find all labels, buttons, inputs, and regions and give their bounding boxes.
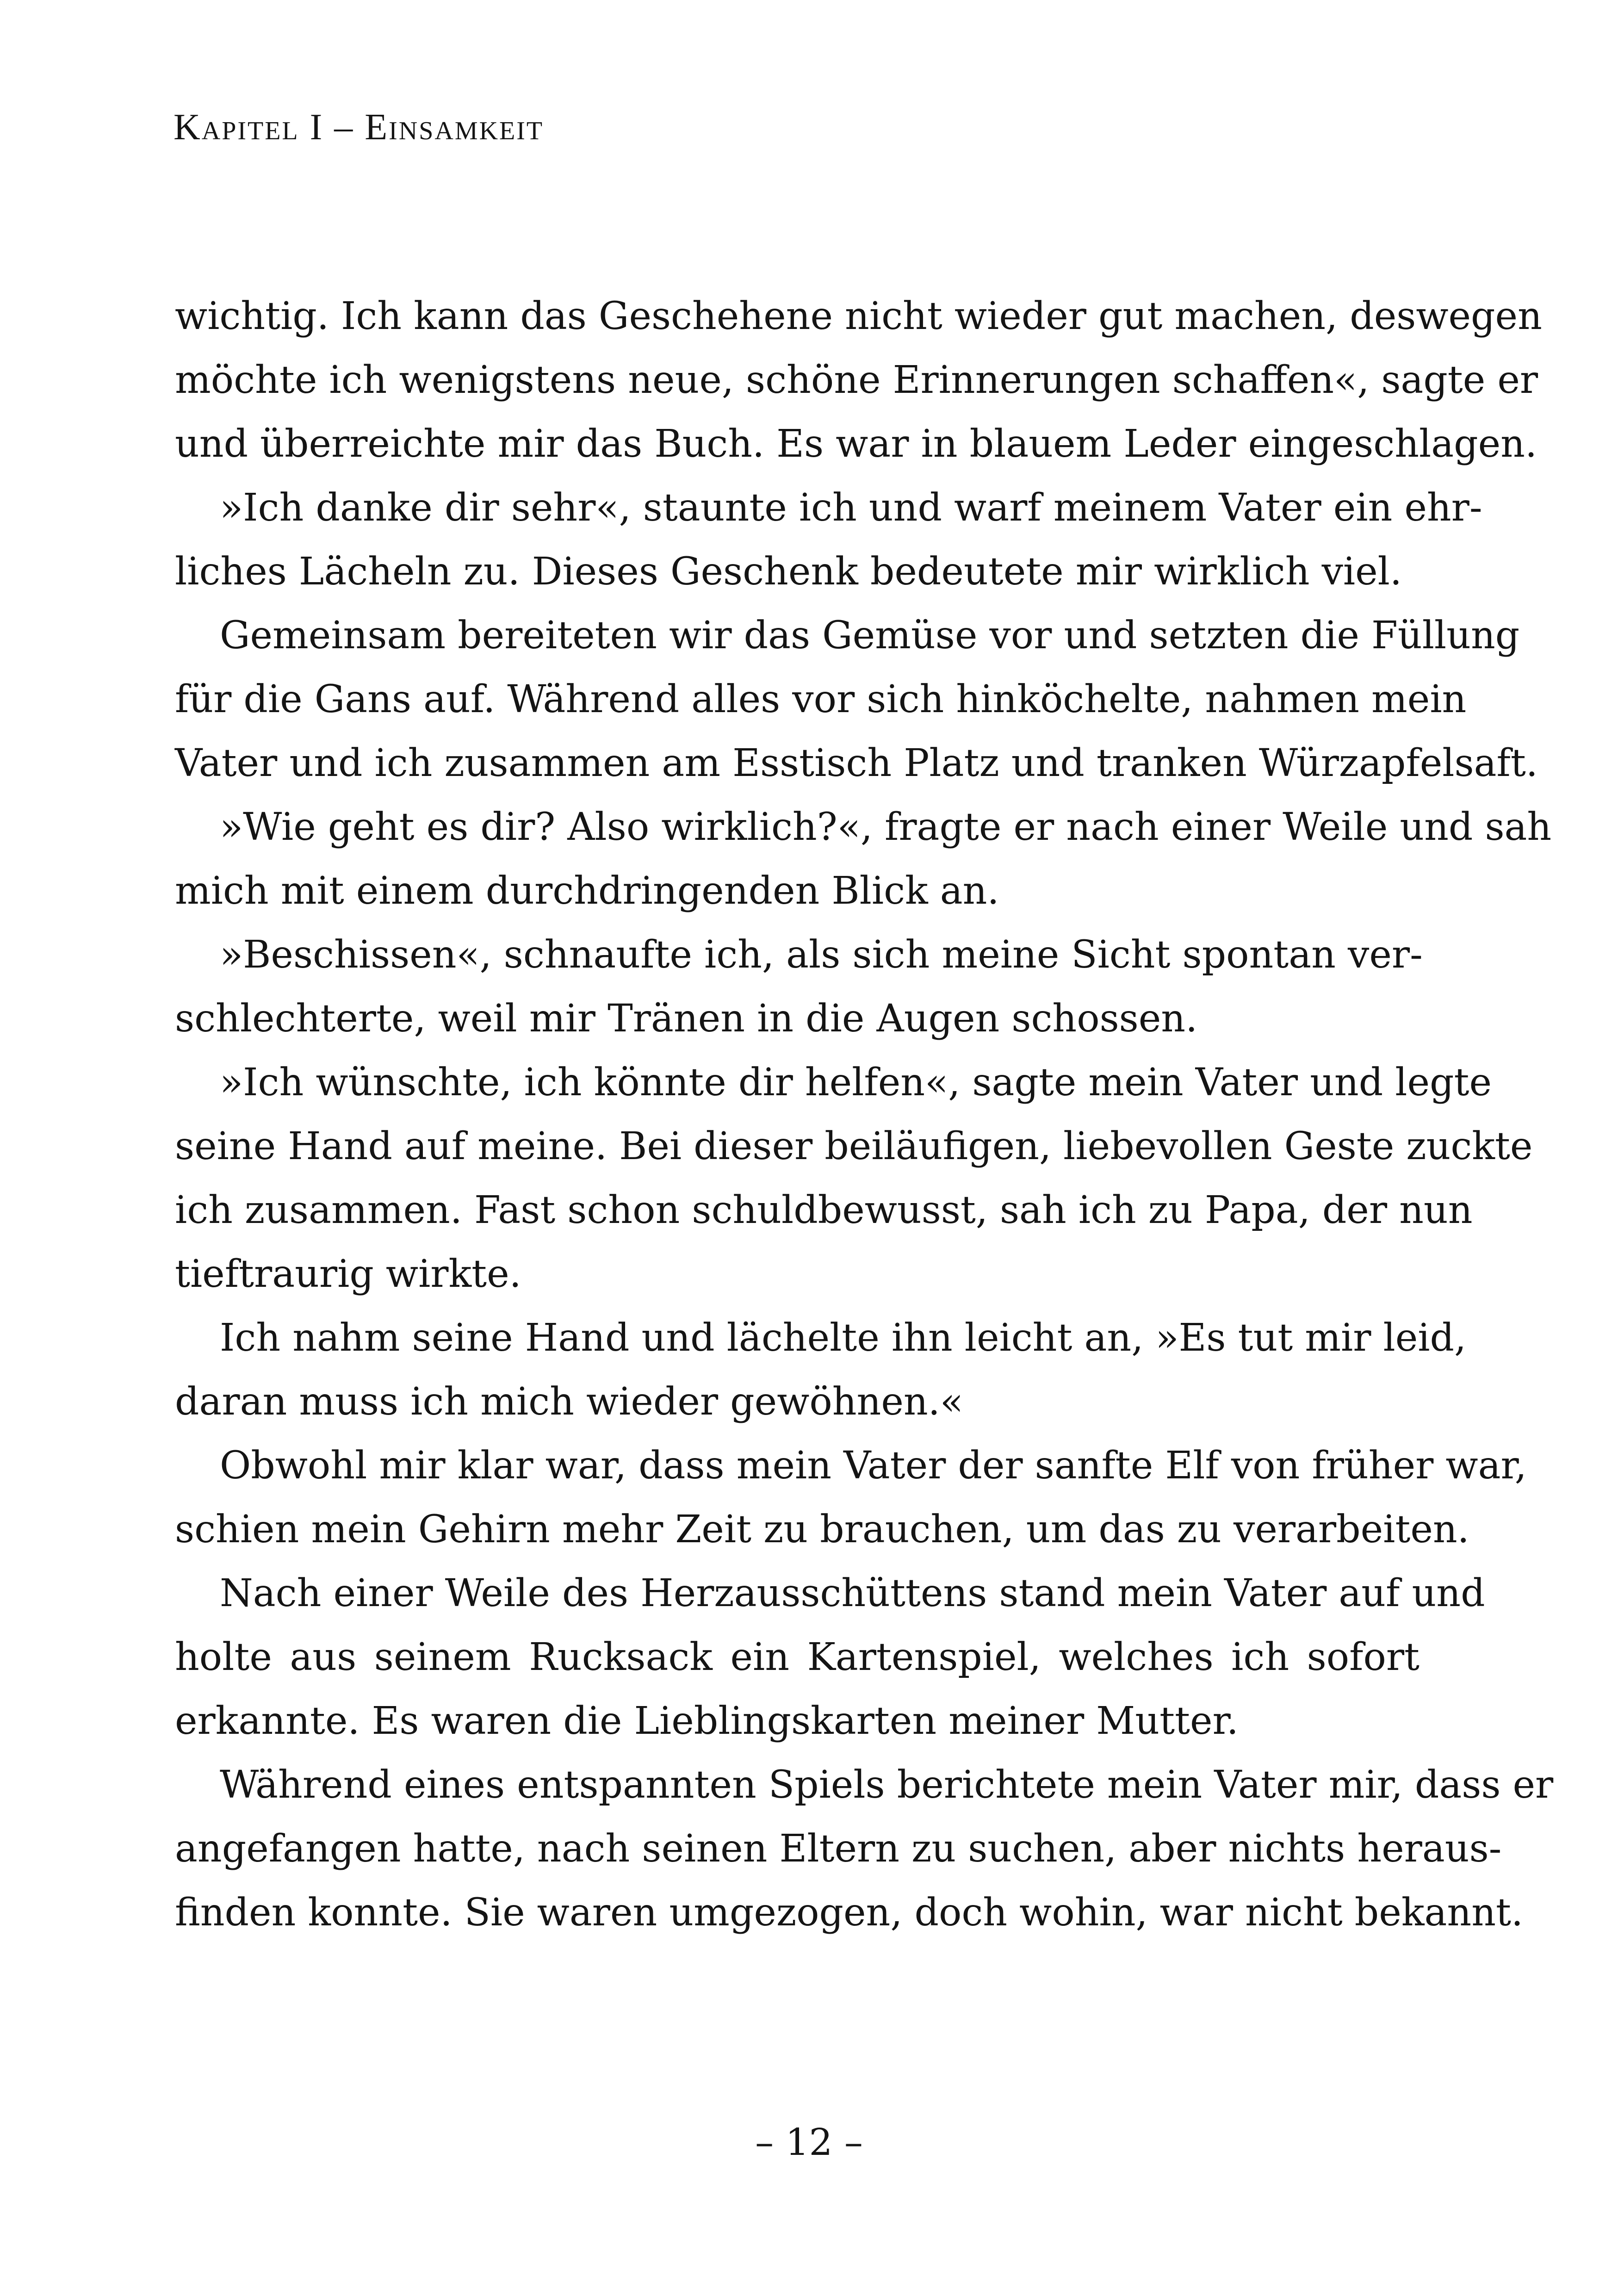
text-line: holte aus seinem Rucksack ein Kartenspiel, welches ich sofort: [175, 1635, 1420, 1679]
text-line: Vater und ich zusammen am Esstisch Platz und tranken Würzapfelsaft.: [175, 741, 1538, 785]
text-line: »Wie geht es dir? Also wirklich?«, fragte er nach einer Weile und sah: [220, 805, 1552, 849]
text-line: schlechterte, weil mir Tränen in die Augen schossen.: [175, 997, 1198, 1041]
text-line: wichtig. Ich kann das Geschehene nicht wieder gut machen, deswegen: [175, 294, 1542, 338]
text-line: daran muss ich mich wieder gewöhnen.«: [175, 1380, 963, 1424]
running-header: Kapitel I – Einsamkeit: [174, 107, 544, 148]
text-line: Obwohl mir klar war, dass mein Vater der sanfte Elf von früher war,: [220, 1444, 1527, 1488]
text-line: angefangen hatte, nach seinen Eltern zu suchen, aber nichts heraus-: [175, 1827, 1502, 1871]
text-line: Nach einer Weile des Herzausschüttens stand mein Vater auf und: [220, 1571, 1485, 1615]
page-number: – 12 –: [755, 2121, 863, 2164]
text-line: Gemeinsam bereiteten wir das Gemüse vor und setzten die Füllung: [220, 614, 1520, 658]
text-line: und überreichte mir das Buch. Es war in blauem Leder eingeschlagen.: [175, 422, 1537, 466]
text-line: schien mein Gehirn mehr Zeit zu brauchen, um das zu verarbeiten.: [175, 1508, 1469, 1551]
text-line: »Ich wünschte, ich könnte dir helfen«, sagte mein Vater und legte: [220, 1061, 1492, 1105]
body-text: [175, 285, 1554, 1945]
text-line: ich zusammen. Fast schon schuldbewusst, sah ich zu Papa, der nun: [175, 1188, 1473, 1232]
text-line: »Ich danke dir sehr«, staunte ich und warf meinem Vater ein ehr-: [220, 486, 1482, 530]
text-line: »Beschissen«, schnaufte ich, als sich meine Sicht spontan ver-: [220, 933, 1423, 977]
text-line: finden konnte. Sie waren umgezogen, doch wohin, war nicht bekannt.: [175, 1891, 1524, 1935]
text-line: möchte ich wenigstens neue, schöne Erinnerungen schaffen«, sagte er: [175, 358, 1538, 402]
text-line: Während eines entspannten Spiels berichtete mein Vater mir, dass er: [220, 1763, 1554, 1807]
text-line: Ich nahm seine Hand und lächelte ihn leicht an, »Es tut mir leid,: [220, 1316, 1467, 1360]
text-line: liches Lächeln zu. Dieses Geschenk bedeutete mir wirklich viel.: [175, 550, 1402, 594]
text-line: für die Gans auf. Während alles vor sich hinköchelte, nahmen mein: [175, 677, 1467, 721]
text-line: erkannte. Es waren die Lieblingskarten meiner Mutter.: [175, 1699, 1239, 1743]
text-line: mich mit einem durchdringenden Blick an.: [175, 869, 999, 913]
text-line: tieftraurig wirkte.: [175, 1252, 521, 1296]
text-line: seine Hand auf meine. Bei dieser beiläufigen, liebevollen Geste zuckte: [175, 1124, 1533, 1168]
